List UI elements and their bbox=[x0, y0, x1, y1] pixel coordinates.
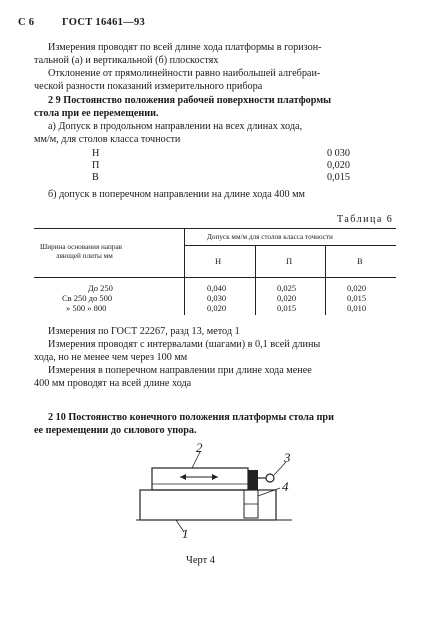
class-name-v: В bbox=[92, 172, 99, 183]
table-subheader-v: В bbox=[357, 256, 363, 266]
section-2-9-heading-cont: стола при ее перемещении. bbox=[34, 108, 159, 119]
para1-line4: ческой разности показаний измерительного прибора bbox=[34, 81, 263, 92]
table-row-2-v: 0,015 bbox=[347, 293, 367, 303]
table-group-header: Допуск мм/м для столов класса точности bbox=[207, 233, 333, 241]
figure-caption: Черт 4 bbox=[186, 555, 216, 566]
table-row-3-n: 0,020 bbox=[207, 303, 227, 313]
section-2-9-a: а) Допуск в продольном направлении на всех длинах хода, bbox=[48, 121, 303, 132]
platform bbox=[152, 468, 248, 490]
measure-line1: Измерения по ГОСТ 22267, разд 13, метод 1 bbox=[48, 326, 240, 337]
table-row-1-v: 0,020 bbox=[347, 283, 367, 293]
para1-line3: Отклонение от прямолинейности равно наибольшей алгебраи- bbox=[48, 68, 321, 79]
table-subheader-n: Н bbox=[215, 256, 222, 266]
standard-title: ГОСТ 16461—93 bbox=[62, 17, 146, 28]
measure-line2: Измерения проводят с интервалами (шагами) в 0,1 всей длины bbox=[48, 339, 321, 350]
figure-label-4: 4 bbox=[282, 479, 289, 494]
table-col0-header-line2: ляющей плиты мм bbox=[56, 252, 113, 260]
stop-block bbox=[248, 470, 258, 490]
table-row-1-p: 0,025 bbox=[277, 283, 297, 293]
leader-4 bbox=[258, 488, 280, 496]
measure-line3: хода, но не менее чем через 100 мм bbox=[34, 352, 188, 363]
base-plate bbox=[140, 490, 276, 520]
table-row-3-p: 0,015 bbox=[277, 303, 297, 313]
page-number: С 6 bbox=[18, 17, 35, 28]
table-row-3-v: 0,010 bbox=[347, 303, 367, 313]
table-col-divider-1 bbox=[184, 228, 185, 315]
table-row-1-n: 0,040 bbox=[207, 283, 227, 293]
table-6-caption: Таблица 6 bbox=[337, 214, 394, 225]
table-col0-header-line1: Ширина основания направ bbox=[40, 243, 123, 251]
para-b: б) допуск в поперечном направлении на длине хода 400 мм bbox=[48, 189, 305, 200]
table-header-subrule bbox=[184, 245, 396, 246]
travel-arrowhead-left bbox=[180, 474, 186, 480]
section-2-9-a-cont: мм/м, для столов класса точности bbox=[34, 134, 181, 145]
table-col-divider-2 bbox=[255, 245, 256, 315]
figure-label-3: 3 bbox=[284, 450, 291, 465]
table-row-2-n: 0,030 bbox=[207, 293, 227, 303]
table-top-rule bbox=[34, 228, 396, 229]
section-2-10-heading-cont: ее перемещении до силового упора. bbox=[34, 425, 197, 436]
measure-line4: Измерения в поперечном направлении при длине хода менее bbox=[48, 365, 312, 376]
table-row-3-range: » 500 » 800 bbox=[66, 303, 107, 313]
section-2-10-heading: 2 10 Постоянство конечного положения платформы стола при bbox=[48, 412, 334, 423]
table-header-rule bbox=[34, 277, 396, 278]
para1-line2: тальной (а) и вертикальной (б) плоскостях bbox=[34, 55, 219, 66]
travel-arrowhead-right bbox=[212, 474, 218, 480]
figure-label-2: 2 bbox=[196, 440, 203, 455]
class-value-v: 0,015 bbox=[327, 172, 350, 183]
para1-line1: Измерения проводят по всей длине хода платформы в горизон- bbox=[48, 42, 322, 53]
table-col-divider-3 bbox=[325, 245, 326, 315]
class-name-p: П bbox=[92, 160, 100, 171]
table-row-2-range: Св 250 до 500 bbox=[62, 293, 113, 303]
indicator-dial bbox=[266, 474, 274, 482]
table-subheader-p: П bbox=[286, 256, 293, 266]
class-value-n: 0 030 bbox=[327, 148, 350, 159]
figure-label-1: 1 bbox=[182, 526, 189, 541]
table-row-2-p: 0,020 bbox=[277, 293, 297, 303]
class-name-n: Н bbox=[92, 148, 100, 159]
measure-line5: 400 мм проводят на всей длине хода bbox=[34, 378, 192, 389]
table-row-1-range: До 250 bbox=[88, 283, 113, 293]
class-value-p: 0,020 bbox=[327, 160, 350, 171]
section-2-9-heading: 2 9 Постоянство положения рабочей поверхности платформы bbox=[48, 95, 332, 106]
